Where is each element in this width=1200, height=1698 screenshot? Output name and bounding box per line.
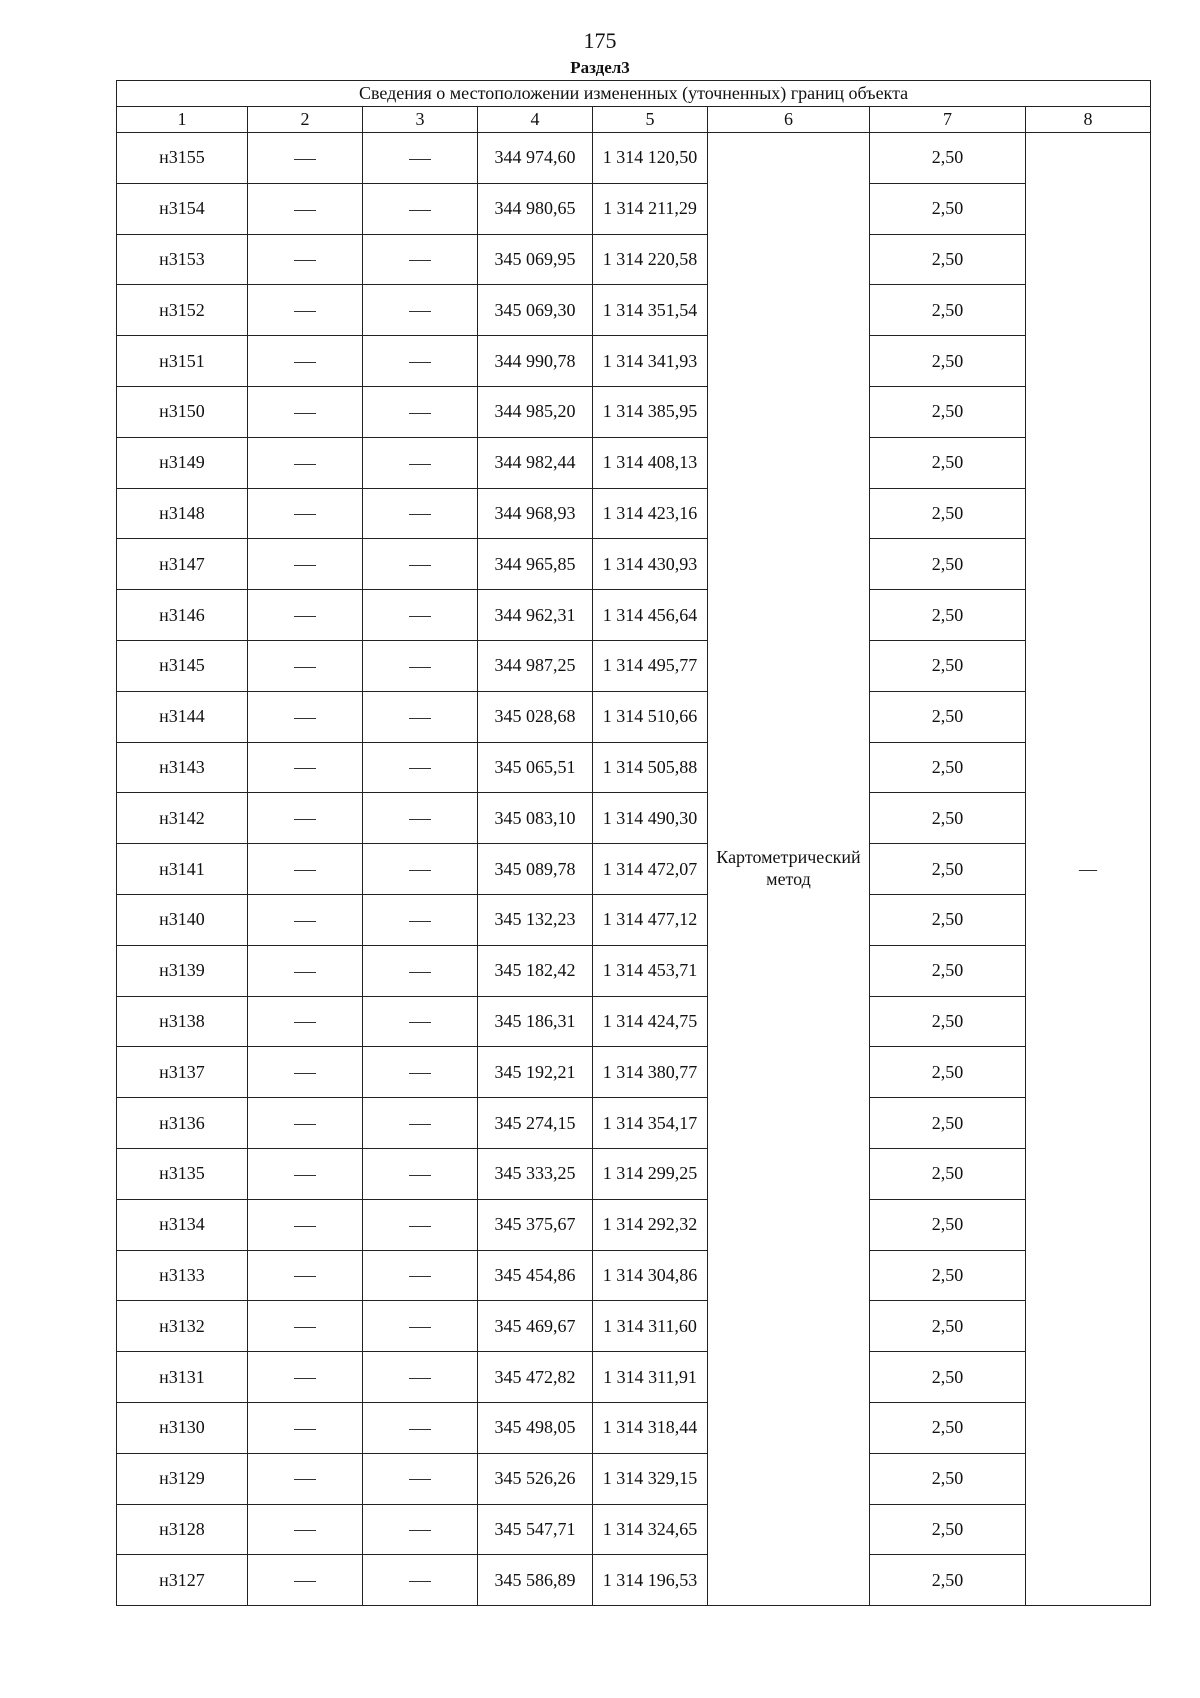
point-name-cell: н3145 — [117, 640, 248, 691]
y-coordinate-cell: 1 314 453,71 — [593, 945, 708, 996]
col3-dash-cell — [363, 437, 478, 488]
dash-mark — [409, 768, 431, 769]
point-name-cell: н3146 — [117, 590, 248, 641]
accuracy-cell: 2,50 — [870, 945, 1026, 996]
accuracy-cell: 2,50 — [870, 336, 1026, 387]
accuracy-cell: 2,50 — [870, 894, 1026, 945]
table-row — [117, 285, 1151, 336]
col2-dash-cell — [248, 844, 363, 895]
table-row — [117, 386, 1151, 437]
column-number: 3 — [363, 107, 478, 133]
table-row — [117, 336, 1151, 387]
point-name-cell: н3155 — [117, 133, 248, 184]
col3-dash-cell — [363, 488, 478, 539]
x-coordinate-cell: 345 547,71 — [478, 1504, 593, 1555]
accuracy-cell: 2,50 — [870, 285, 1026, 336]
section-title: Раздел3 — [570, 58, 630, 77]
accuracy-cell: 2,50 — [870, 844, 1026, 895]
dash-mark — [409, 1175, 431, 1176]
x-coordinate-cell: 345 083,10 — [478, 793, 593, 844]
col2-dash-cell — [248, 285, 363, 336]
col8-cell: — — [1026, 133, 1151, 1606]
dash-mark — [409, 1226, 431, 1227]
dash-mark — [409, 1022, 431, 1023]
x-coordinate-cell: 344 962,31 — [478, 590, 593, 641]
col2-dash-cell — [248, 336, 363, 387]
col3-dash-cell — [363, 1199, 478, 1250]
dash-mark — [409, 1581, 431, 1582]
accuracy-cell: 2,50 — [870, 1453, 1026, 1504]
table-body — [117, 133, 1151, 1606]
table-row — [117, 996, 1151, 1047]
table-row — [117, 133, 1151, 184]
x-coordinate-cell: 345 065,51 — [478, 742, 593, 793]
x-coordinate-cell: 344 968,93 — [478, 488, 593, 539]
accuracy-cell: 2,50 — [870, 590, 1026, 641]
y-coordinate-cell: 1 314 304,86 — [593, 1250, 708, 1301]
y-coordinate-cell: 1 314 385,95 — [593, 386, 708, 437]
dash-mark — [294, 260, 316, 261]
accuracy-cell: 2,50 — [870, 1199, 1026, 1250]
dash-mark — [409, 819, 431, 820]
dash-mark — [409, 718, 431, 719]
dash-mark — [294, 768, 316, 769]
accuracy-cell: 2,50 — [870, 386, 1026, 437]
x-coordinate-cell: 345 586,89 — [478, 1555, 593, 1606]
point-name-cell: н3153 — [117, 234, 248, 285]
dash-mark — [294, 1581, 316, 1582]
col2-dash-cell — [248, 590, 363, 641]
y-coordinate-cell: 1 314 351,54 — [593, 285, 708, 336]
col3-dash-cell — [363, 1402, 478, 1453]
col3-dash-cell — [363, 539, 478, 590]
table-row — [117, 1301, 1151, 1352]
point-name-cell: н3130 — [117, 1402, 248, 1453]
y-coordinate-cell: 1 314 311,91 — [593, 1352, 708, 1403]
point-name-cell: н3152 — [117, 285, 248, 336]
column-number: 4 — [478, 107, 593, 133]
x-coordinate-cell: 345 028,68 — [478, 691, 593, 742]
accuracy-cell: 2,50 — [870, 1555, 1026, 1606]
y-coordinate-cell: 1 314 380,77 — [593, 1047, 708, 1098]
accuracy-cell: 2,50 — [870, 996, 1026, 1047]
table-row — [117, 894, 1151, 945]
col3-dash-cell — [363, 1352, 478, 1403]
col2-dash-cell — [248, 437, 363, 488]
point-name-cell: н3147 — [117, 539, 248, 590]
point-name-cell: н3141 — [117, 844, 248, 895]
y-coordinate-cell: 1 314 341,93 — [593, 336, 708, 387]
col3-dash-cell — [363, 640, 478, 691]
col2-dash-cell — [248, 234, 363, 285]
x-coordinate-cell: 345 186,31 — [478, 996, 593, 1047]
table-row — [117, 945, 1151, 996]
col3-dash-cell — [363, 1148, 478, 1199]
x-coordinate-cell: 345 498,05 — [478, 1402, 593, 1453]
col3-dash-cell — [363, 590, 478, 641]
dash-mark — [294, 362, 316, 363]
dash-mark — [294, 514, 316, 515]
dash-mark — [409, 311, 431, 312]
col2-dash-cell — [248, 996, 363, 1047]
accuracy-cell: 2,50 — [870, 1352, 1026, 1403]
point-name-cell: н3135 — [117, 1148, 248, 1199]
col2-dash-cell — [248, 1098, 363, 1149]
table-row — [117, 1402, 1151, 1453]
dash-mark — [294, 1429, 316, 1430]
x-coordinate-cell: 345 333,25 — [478, 1148, 593, 1199]
table-row — [117, 539, 1151, 590]
col3-dash-cell — [363, 133, 478, 184]
dash-mark — [294, 565, 316, 566]
y-coordinate-cell: 1 314 292,32 — [593, 1199, 708, 1250]
y-coordinate-cell: 1 314 490,30 — [593, 793, 708, 844]
col2-dash-cell — [248, 133, 363, 184]
col3-dash-cell — [363, 285, 478, 336]
col2-dash-cell — [248, 742, 363, 793]
column-number: 5 — [593, 107, 708, 133]
point-name-cell: н3144 — [117, 691, 248, 742]
accuracy-cell: 2,50 — [870, 539, 1026, 590]
dash-mark — [294, 667, 316, 668]
x-coordinate-cell: 344 985,20 — [478, 386, 593, 437]
table-row — [117, 437, 1151, 488]
col2-dash-cell — [248, 1555, 363, 1606]
col2-dash-cell — [248, 1047, 363, 1098]
accuracy-cell: 2,50 — [870, 1047, 1026, 1098]
accuracy-cell: 2,50 — [870, 1402, 1026, 1453]
y-coordinate-cell: 1 314 324,65 — [593, 1504, 708, 1555]
point-name-cell: н3154 — [117, 183, 248, 234]
col3-dash-cell — [363, 742, 478, 793]
point-name-cell: н3133 — [117, 1250, 248, 1301]
accuracy-cell: 2,50 — [870, 1148, 1026, 1199]
y-coordinate-cell: 1 314 354,17 — [593, 1098, 708, 1149]
dash-mark — [409, 514, 431, 515]
dash-mark — [294, 311, 316, 312]
col3-dash-cell — [363, 793, 478, 844]
x-coordinate-cell: 345 469,67 — [478, 1301, 593, 1352]
col2-dash-cell — [248, 1352, 363, 1403]
dash-mark — [294, 921, 316, 922]
x-coordinate-cell: 345 089,78 — [478, 844, 593, 895]
point-name-cell: н3128 — [117, 1504, 248, 1555]
point-name-cell: н3137 — [117, 1047, 248, 1098]
table-row — [117, 488, 1151, 539]
col3-dash-cell — [363, 1504, 478, 1555]
x-coordinate-cell: 345 132,23 — [478, 894, 593, 945]
x-coordinate-cell: 344 965,85 — [478, 539, 593, 590]
x-coordinate-cell: 345 192,21 — [478, 1047, 593, 1098]
col3-dash-cell — [363, 183, 478, 234]
x-coordinate-cell: 344 990,78 — [478, 336, 593, 387]
dash-mark — [409, 565, 431, 566]
dash-mark — [294, 1378, 316, 1379]
accuracy-cell: 2,50 — [870, 640, 1026, 691]
table-row — [117, 1098, 1151, 1149]
column-number: 8 — [1026, 107, 1151, 133]
table-row — [117, 1555, 1151, 1606]
point-name-cell: н3148 — [117, 488, 248, 539]
col2-dash-cell — [248, 1148, 363, 1199]
col2-dash-cell — [248, 183, 363, 234]
point-name-cell: н3143 — [117, 742, 248, 793]
dash-mark — [294, 870, 316, 871]
dash-mark — [409, 260, 431, 261]
dash-mark — [294, 210, 316, 211]
dash-mark — [294, 1022, 316, 1023]
column-number: 6 — [708, 107, 870, 133]
point-name-cell: н3132 — [117, 1301, 248, 1352]
y-coordinate-cell: 1 314 408,13 — [593, 437, 708, 488]
table-row — [117, 691, 1151, 742]
y-coordinate-cell: 1 314 424,75 — [593, 996, 708, 1047]
dash-mark — [409, 159, 431, 160]
table-row — [117, 793, 1151, 844]
x-coordinate-cell: 344 980,65 — [478, 183, 593, 234]
dash-mark — [409, 1429, 431, 1430]
dash-mark — [409, 667, 431, 668]
dash-mark — [409, 1378, 431, 1379]
col3-dash-cell — [363, 1555, 478, 1606]
point-name-cell: н3139 — [117, 945, 248, 996]
table-caption: Сведения о местоположении измененных (уточненных) границ объекта — [117, 81, 1151, 107]
y-coordinate-cell: 1 314 318,44 — [593, 1402, 708, 1453]
dash-mark — [409, 210, 431, 211]
dash-mark — [409, 1124, 431, 1125]
y-coordinate-cell: 1 314 329,15 — [593, 1453, 708, 1504]
dash-mark — [294, 616, 316, 617]
col3-dash-cell — [363, 945, 478, 996]
dash-mark — [294, 1276, 316, 1277]
table-row — [117, 234, 1151, 285]
col3-dash-cell — [363, 1301, 478, 1352]
point-name-cell: н3138 — [117, 996, 248, 1047]
point-name-cell: н3136 — [117, 1098, 248, 1149]
dash-mark — [294, 718, 316, 719]
dash-mark — [294, 1327, 316, 1328]
point-name-cell: н3150 — [117, 386, 248, 437]
accuracy-cell: 2,50 — [870, 183, 1026, 234]
table-row — [117, 183, 1151, 234]
table-row — [117, 1504, 1151, 1555]
x-coordinate-cell: 345 069,30 — [478, 285, 593, 336]
table-row — [117, 844, 1151, 895]
dash-mark — [409, 362, 431, 363]
y-coordinate-cell: 1 314 472,07 — [593, 844, 708, 895]
y-coordinate-cell: 1 314 430,93 — [593, 539, 708, 590]
col3-dash-cell — [363, 386, 478, 437]
column-number: 7 — [870, 107, 1026, 133]
y-coordinate-cell: 1 314 456,64 — [593, 590, 708, 641]
col2-dash-cell — [248, 1301, 363, 1352]
col2-dash-cell — [248, 1402, 363, 1453]
col2-dash-cell — [248, 1504, 363, 1555]
table-row — [117, 1250, 1151, 1301]
x-coordinate-cell: 345 472,82 — [478, 1352, 593, 1403]
accuracy-cell: 2,50 — [870, 1250, 1026, 1301]
y-coordinate-cell: 1 314 477,12 — [593, 894, 708, 945]
col2-dash-cell — [248, 1199, 363, 1250]
col3-dash-cell — [363, 844, 478, 895]
x-coordinate-cell: 345 069,95 — [478, 234, 593, 285]
table-row — [117, 1047, 1151, 1098]
table-row — [117, 590, 1151, 641]
dash-mark — [409, 1276, 431, 1277]
col3-dash-cell — [363, 691, 478, 742]
col2-dash-cell — [248, 894, 363, 945]
dash-mark — [294, 972, 316, 973]
col3-dash-cell — [363, 1453, 478, 1504]
col2-dash-cell — [248, 539, 363, 590]
dash-mark — [409, 972, 431, 973]
accuracy-cell: 2,50 — [870, 133, 1026, 184]
x-coordinate-cell: 345 182,42 — [478, 945, 593, 996]
x-coordinate-cell: 345 454,86 — [478, 1250, 593, 1301]
dash-mark — [409, 616, 431, 617]
y-coordinate-cell: 1 314 120,50 — [593, 133, 708, 184]
point-name-cell: н3127 — [117, 1555, 248, 1606]
col3-dash-cell — [363, 996, 478, 1047]
accuracy-cell: 2,50 — [870, 691, 1026, 742]
y-coordinate-cell: 1 314 211,29 — [593, 183, 708, 234]
column-number: 2 — [248, 107, 363, 133]
x-coordinate-cell: 345 274,15 — [478, 1098, 593, 1149]
accuracy-cell: 2,50 — [870, 437, 1026, 488]
col2-dash-cell — [248, 945, 363, 996]
dash-mark — [409, 1327, 431, 1328]
accuracy-cell: 2,50 — [870, 1301, 1026, 1352]
col2-dash-cell — [248, 386, 363, 437]
method-cell: Картометрический метод — [708, 133, 870, 1606]
dash-mark — [409, 413, 431, 414]
col2-dash-cell — [248, 1250, 363, 1301]
y-coordinate-cell: 1 314 423,16 — [593, 488, 708, 539]
point-name-cell: н3140 — [117, 894, 248, 945]
x-coordinate-cell: 345 526,26 — [478, 1453, 593, 1504]
dash-mark — [409, 921, 431, 922]
dash-mark — [294, 1530, 316, 1531]
point-name-cell: н3129 — [117, 1453, 248, 1504]
accuracy-cell: 2,50 — [870, 488, 1026, 539]
dash-mark — [409, 870, 431, 871]
y-coordinate-cell: 1 314 505,88 — [593, 742, 708, 793]
dash-mark — [409, 1073, 431, 1074]
dash-mark — [294, 413, 316, 414]
x-coordinate-cell: 344 974,60 — [478, 133, 593, 184]
y-coordinate-cell: 1 314 299,25 — [593, 1148, 708, 1199]
accuracy-cell: 2,50 — [870, 1504, 1026, 1555]
col2-dash-cell — [248, 640, 363, 691]
dash-mark — [294, 1073, 316, 1074]
dash-mark — [409, 1479, 431, 1480]
y-coordinate-cell: 1 314 220,58 — [593, 234, 708, 285]
dash-mark — [294, 464, 316, 465]
point-name-cell: н3149 — [117, 437, 248, 488]
table-row — [117, 1453, 1151, 1504]
table-row — [117, 1352, 1151, 1403]
accuracy-cell: 2,50 — [870, 793, 1026, 844]
y-coordinate-cell: 1 314 510,66 — [593, 691, 708, 742]
dash-mark — [294, 1226, 316, 1227]
table-row — [117, 1148, 1151, 1199]
coordinates-table — [116, 80, 1151, 1606]
col3-dash-cell — [363, 1047, 478, 1098]
y-coordinate-cell: 1 314 196,53 — [593, 1555, 708, 1606]
dash-mark — [294, 159, 316, 160]
col3-dash-cell — [363, 336, 478, 387]
x-coordinate-cell: 344 987,25 — [478, 640, 593, 691]
table-row — [117, 1199, 1151, 1250]
accuracy-cell: 2,50 — [870, 234, 1026, 285]
point-name-cell: н3142 — [117, 793, 248, 844]
col2-dash-cell — [248, 1453, 363, 1504]
page-number: 175 — [583, 28, 617, 53]
col3-dash-cell — [363, 234, 478, 285]
dash-mark — [294, 1124, 316, 1125]
dash-mark — [409, 1530, 431, 1531]
accuracy-cell: 2,50 — [870, 1098, 1026, 1149]
point-name-cell: н3134 — [117, 1199, 248, 1250]
y-coordinate-cell: 1 314 311,60 — [593, 1301, 708, 1352]
table-row — [117, 742, 1151, 793]
x-coordinate-cell: 345 375,67 — [478, 1199, 593, 1250]
accuracy-cell: 2,50 — [870, 742, 1026, 793]
column-number: 1 — [117, 107, 248, 133]
x-coordinate-cell: 344 982,44 — [478, 437, 593, 488]
col3-dash-cell — [363, 1250, 478, 1301]
point-name-cell: н3131 — [117, 1352, 248, 1403]
col2-dash-cell — [248, 793, 363, 844]
dash-mark — [409, 464, 431, 465]
dash-mark — [294, 819, 316, 820]
table-row — [117, 640, 1151, 691]
dash-mark — [294, 1479, 316, 1480]
col3-dash-cell — [363, 894, 478, 945]
dash-mark — [294, 1175, 316, 1176]
point-name-cell: н3151 — [117, 336, 248, 387]
y-coordinate-cell: 1 314 495,77 — [593, 640, 708, 691]
col2-dash-cell — [248, 488, 363, 539]
col2-dash-cell — [248, 691, 363, 742]
col3-dash-cell — [363, 1098, 478, 1149]
